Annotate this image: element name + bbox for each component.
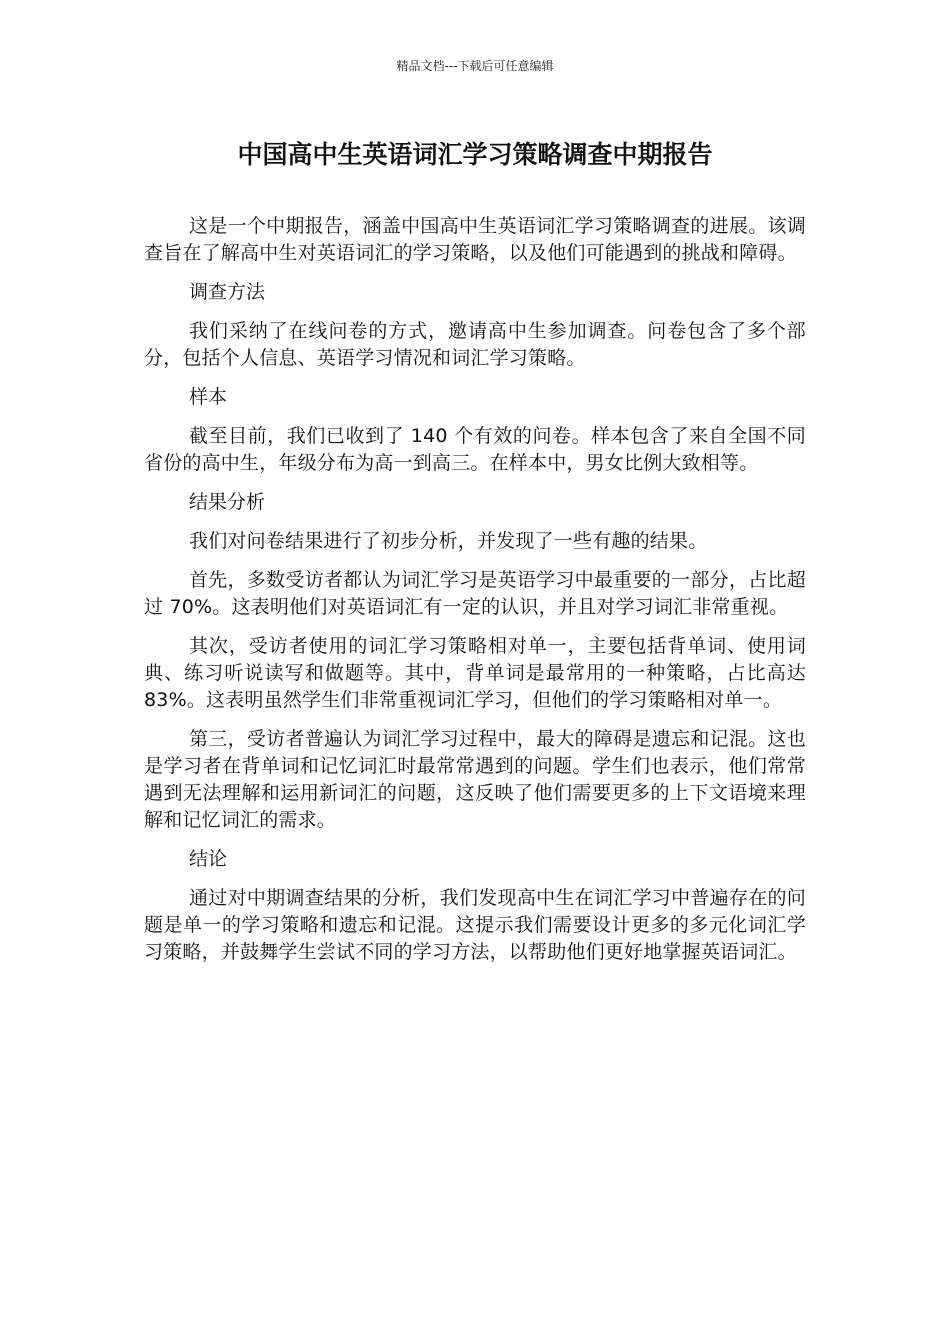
intro-paragraph: 这是一个中期报告，涵盖中国高中生英语词汇学习策略调查的进展。该调查旨在了解高中生对英语词汇的学习策略，以及他们可能遇到的挑战和障碍。 bbox=[144, 215, 806, 264]
results-paragraph-first: 首先，多数受访者都认为词汇学习是英语学习中最重要的一部分，占比超过 70%。这表明他们对英语词汇有一定的认识，并且对学习词汇非常重视。 bbox=[144, 569, 806, 618]
results-paragraph-intro: 我们对问卷结果进行了初步分析，并发现了一些有趣的结果。 bbox=[189, 530, 708, 552]
document-body bbox=[144, 213, 806, 978]
section-heading-conclusion: 结论 bbox=[189, 848, 228, 870]
document-title: 中国高中生英语词汇学习策略调查中期报告 bbox=[237, 140, 713, 169]
section-heading-sample: 样本 bbox=[189, 386, 228, 408]
section-heading-method: 调查方法 bbox=[189, 281, 266, 303]
results-paragraph-third: 第三，受访者普遍认为词汇学习过程中，最大的障碍是遗忘和记混。这也是学习者在背单词和记忆词汇时最常常遇到的问题。学生们也表示，他们常常遇到无法理解和运用新词汇的问题，这反映了他们需要更多的上下文语境来理解和记忆词汇的需求。 bbox=[144, 728, 806, 831]
conclusion-paragraph: 通过对中期调查结果的分析，我们发现高中生在词汇学习中普遍存在的问题是单一的学习策略和遗忘和记混。这提示我们需要设计更多的多元化词汇学习策略，并鼓舞学生尝试不同的学习方法，以帮助他们更好地掌握英语词汇。 bbox=[144, 887, 806, 963]
section-heading-results: 结果分析 bbox=[189, 491, 266, 513]
sample-paragraph: 截至目前，我们已收到了 140 个有效的问卷。样本包含了来自全国不同省份的高中生，年级分布为高一到高三。在样本中，男女比例大致相等。 bbox=[144, 425, 806, 474]
method-paragraph: 我们采纳了在线问卷的方式，邀请高中生参加调查。问卷包含了多个部分，包括个人信息、英语学习情况和词汇学习策略。 bbox=[144, 320, 806, 369]
results-paragraph-second: 其次，受访者使用的词汇学习策略相对单一，主要包括背单词、使用词典、练习听说读写和做题等。其中，背单词是最常用的一种策略，占比高达 83%。这表明虽然学生们非常重视词汇学习，但他们的学习策略相对单一。 bbox=[144, 635, 806, 711]
page-header: 精品文档---下载后可任意编辑 bbox=[396, 59, 554, 73]
